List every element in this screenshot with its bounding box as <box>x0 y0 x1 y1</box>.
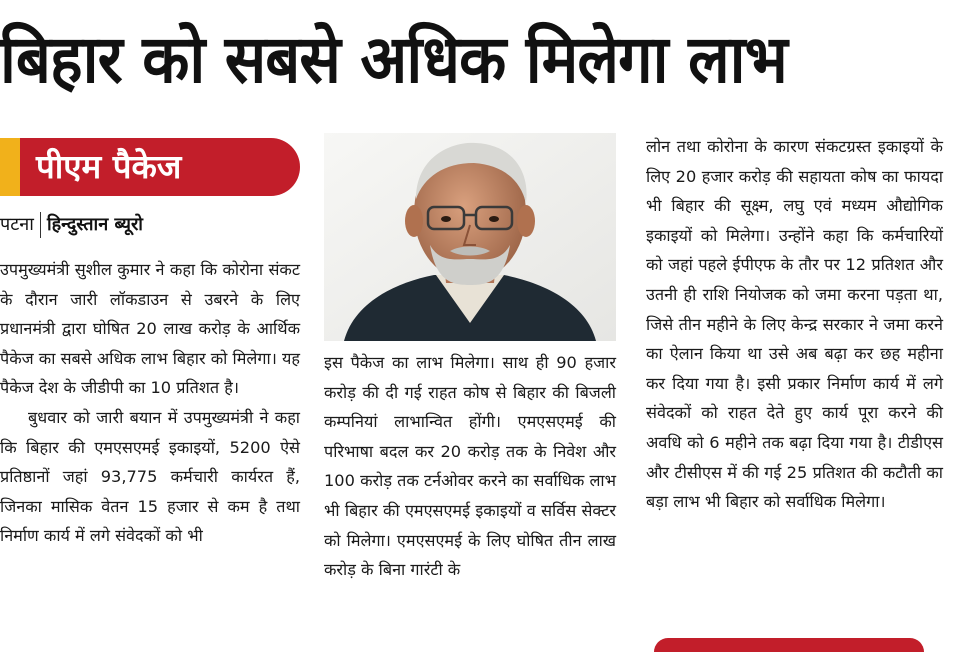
section-label <box>0 138 300 196</box>
portrait-image <box>324 133 616 341</box>
headline: बिहार को सबसे अधिक मिलेगा लाभ <box>0 21 787 98</box>
article-paragraph: उपमुख्यमंत्री सुशील कुमार ने कहा कि कोरोना संकट के दौरान जारी लॉकडाउन से उबरने के लिए प्रधानमंत्री द्वारा घोषित 20 लाख करोड़ के आर्थिक पैकेज का सबसे अधिक लाभ बिहार को मिलेगा। यह पैकेज देश के जीडीपी का 10 प्रतिशत है। <box>0 260 300 398</box>
next-section-label-edge <box>654 638 924 652</box>
article-paragraph: बुधवार को जारी बयान में उपमुख्यमंत्री ने कहा कि बिहार की एमएसएमई इकाइयों, 5200 ऐसे प्रतिष्ठानों जहां 93,775 कर्मचारी कार्यरत हैं, जिनका मासिक वेतन 15 हजार से कम है तथा निर्माण कार्य में लगे संवेदकों को भी <box>0 407 300 546</box>
dateline-city: पटना <box>0 214 34 235</box>
dateline <box>0 209 143 241</box>
dateline-bureau: हिन्दुस्तान ब्यूरो <box>46 214 143 235</box>
article-column-2 <box>324 348 616 585</box>
label-accent-stripe <box>0 138 20 196</box>
portrait-photo <box>324 133 616 341</box>
article-column-3 <box>646 132 943 517</box>
section-label-text: पीएम पैकेज <box>36 147 182 186</box>
article-column-1 <box>0 255 300 551</box>
article-paragraph: लोन तथा कोरोना के कारण संकटग्रस्त इकाइयों के लिए 20 हजार करोड़ की सहायता कोष का फायदा भी बिहार की सूक्ष्म, लघु एवं मध्यम औद्योगिक इकाइयों को मिलेगा। उन्होंने कहा कि कर्मचारियों को जहां पहले ईपीएफ के तौर पर 12 प्रतिशत और उतनी ही राशि नियोजक को जमा करना पड़ता था, जिसे तीन महीने के लिए केन्द्र सरकार ने जमा करने का ऐलान किया था उसे अब बढ़ा कर छह महीना कर दिया गया है। इसी प्रकार निर्माण कार्य में लगे संवेदकों को राहत देते हुए कार्य पूरा करने की अवधि को 6 महीने तक बढ़ा दिया गया है। टीडीएस और टीसीएस में की गई 25 प्रतिशत की कटौती का बड़ा लाभ भी बिहार को सर्वाधिक मिलेगा। <box>646 137 943 512</box>
dateline-separator <box>40 212 41 238</box>
article-paragraph: इस पैकेज का लाभ मिलेगा। साथ ही 90 हजार करोड़ की दी गई राहत कोष से बिहार की बिजली कम्पनियां लाभान्वित होंगी। एमएसएमई की परिभाषा बदल कर 20 करोड़ तक के निवेश और 100 करोड़ तक टर्नओवर करने का सर्वाधिक लाभ भी बिहार की एमएसएमई इकाइयों व सर्विस सेक्टर को मिलेगा। एमएसएमई के लिए घोषित तीन लाख करोड़ के बिना गारंटी के <box>324 353 616 580</box>
